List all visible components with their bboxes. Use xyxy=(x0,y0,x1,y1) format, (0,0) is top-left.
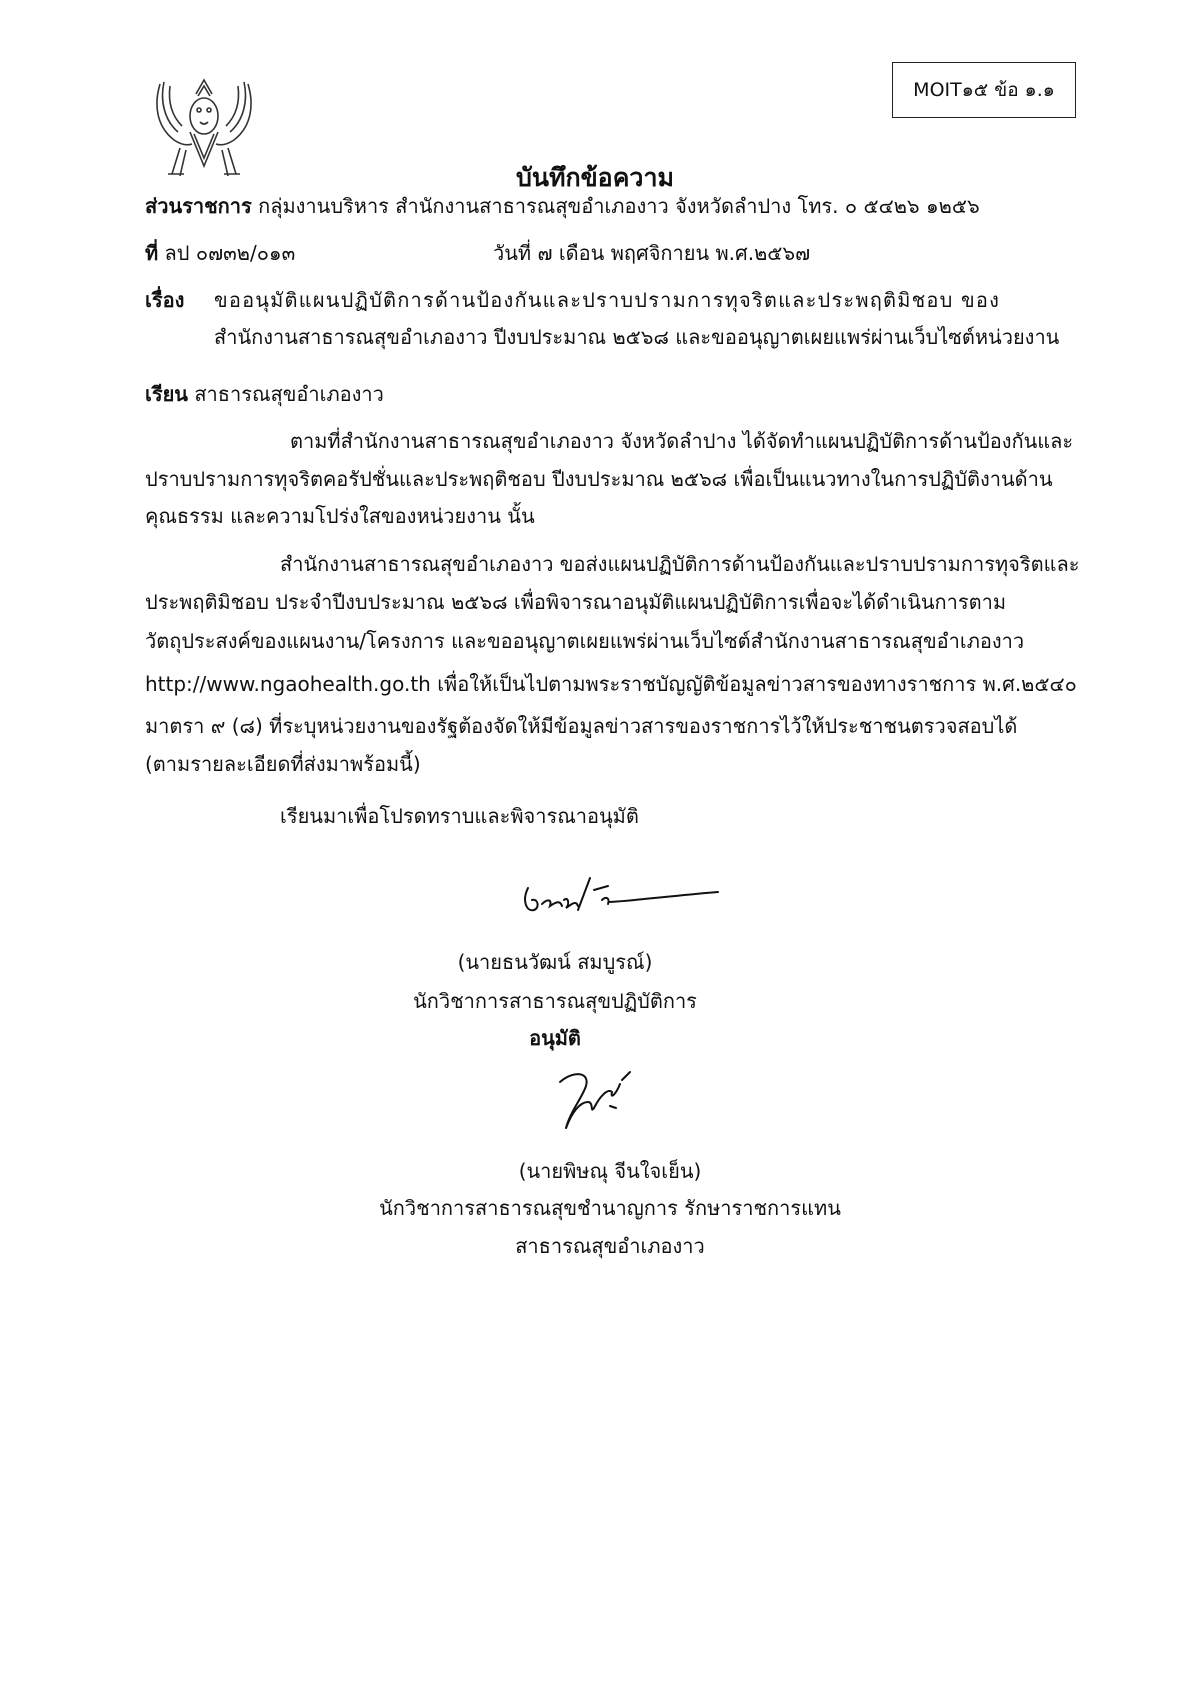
salutation-line xyxy=(145,378,384,410)
date-line xyxy=(493,237,810,269)
subject-label: เรื่อง xyxy=(145,288,185,312)
salutation-value: สาธารณสุขอำเภองาว xyxy=(194,382,384,406)
para1-line-2: ปราบปรามการทุจริตคอรัปชั่นและประพฤติชอบ ปีงบประมาณ ๒๕๖๘ เพื่อเป็นแนวทางในการปฏิบัติงานด้าน xyxy=(145,467,1053,491)
para1-line-1: ตามที่สำนักงานสาธารณสุขอำเภองาว จังหวัดลำปาง ได้จัดทำแผนปฏิบัติการด้านป้องกันและ xyxy=(290,429,1074,453)
signer2-name: (นายพิษณุ จีนใจเย็น) xyxy=(518,1159,702,1183)
closing-line: เรียนมาเพื่อโปรดทราบและพิจารณาอนุมัติ xyxy=(280,804,639,828)
doc-number-line xyxy=(145,237,295,269)
para2-line-1: สำนักงานสาธารณสุขอำเภองาว ขอส่งแผนปฏิบัติการด้านป้องกันและปราบปรามการทุจริตและ xyxy=(280,552,1080,576)
para2-line-6: (ตามรายละเอียดที่ส่งมาพร้อมนี้) xyxy=(145,752,421,776)
subject-text-2: สำนักงานสาธารณสุขอำเภองาว ปีงบประมาณ ๒๕๖๘ และขออนุญาตเผยแพร่ผ่านเว็บไซต์หน่วยงาน xyxy=(214,325,1060,349)
agency-value: กลุ่มงานบริหาร สำนักงานสาธารณสุขอำเภองาว จังหวัดลำปาง โทร. ๐ ๕๔๒๖ ๑๒๕๖ xyxy=(258,194,980,218)
signer2-position: นักวิชาการสาธารณสุขชำนาญการ รักษาราชการแทน xyxy=(379,1196,841,1220)
subject-text-1: ขออนุมัติแผนปฏิบัติการด้านป้องกันและปราบปรามการทุจริตและประพฤติมิชอบ ของ xyxy=(214,288,1001,312)
subject-line xyxy=(145,284,184,316)
agency-label: ส่วนราชการ xyxy=(145,194,252,218)
agency-line xyxy=(145,190,980,222)
doc-number-label: ที่ xyxy=(145,241,159,265)
para2-line-5: มาตรา ๙ (๘) ที่ระบุหน่วยงานของรัฐต้องจัดให้มีข้อมูลข่าวสารของราชการไว้ให้ประชาชนตรวจสอบได้ xyxy=(145,714,1018,738)
para1-line-3: คุณธรรม และความโปร่งใสของหน่วยงาน นั้น xyxy=(145,504,535,528)
signer1-position: นักวิชาการสาธารณสุขปฏิบัติการ xyxy=(413,989,697,1013)
approval-label: อนุมัติ xyxy=(529,1026,581,1050)
signer1-name: (นายธนวัฒน์ สมบูรณ์) xyxy=(457,950,653,974)
salutation-label: เรียน xyxy=(145,382,188,406)
para2-line-4: http://www.ngaohealth.go.th เพื่อให้เป็นไปตามพระราชบัญญัติข้อมูลข่าวสารของทางราชการ พ.ศ.๒๕๔๐ xyxy=(145,672,1077,696)
para2-line-3: วัตถุประสงค์ของแผนงาน/โครงการ และขออนุญาตเผยแพร่ผ่านเว็บไซต์สำนักงานสาธารณสุขอำเภองาว xyxy=(145,629,1025,653)
date-value: วันที่ ๗ เดือน พฤศจิกายน พ.ศ.๒๕๖๗ xyxy=(493,241,811,265)
para2-line-2: ประพฤติมิชอบ ประจำปีงบประมาณ ๒๕๖๘ เพื่อพิจารณาอนุมัติแผนปฏิบัติการเพื่อจะได้ดำเนินการตาม xyxy=(145,590,1007,614)
reference-box xyxy=(892,62,1076,118)
signature-2-icon xyxy=(550,1062,640,1142)
doc-number-value: ลป ๐๗๓๒/๐๑๓ xyxy=(164,241,296,265)
signature-1-icon xyxy=(520,870,720,930)
memo-title: บันทึกข้อความ xyxy=(516,163,674,192)
reference-code: MOIT๑๕ ข้อ ๑.๑ xyxy=(913,79,1055,101)
signer2-title: สาธารณสุขอำเภองาว xyxy=(515,1234,705,1258)
